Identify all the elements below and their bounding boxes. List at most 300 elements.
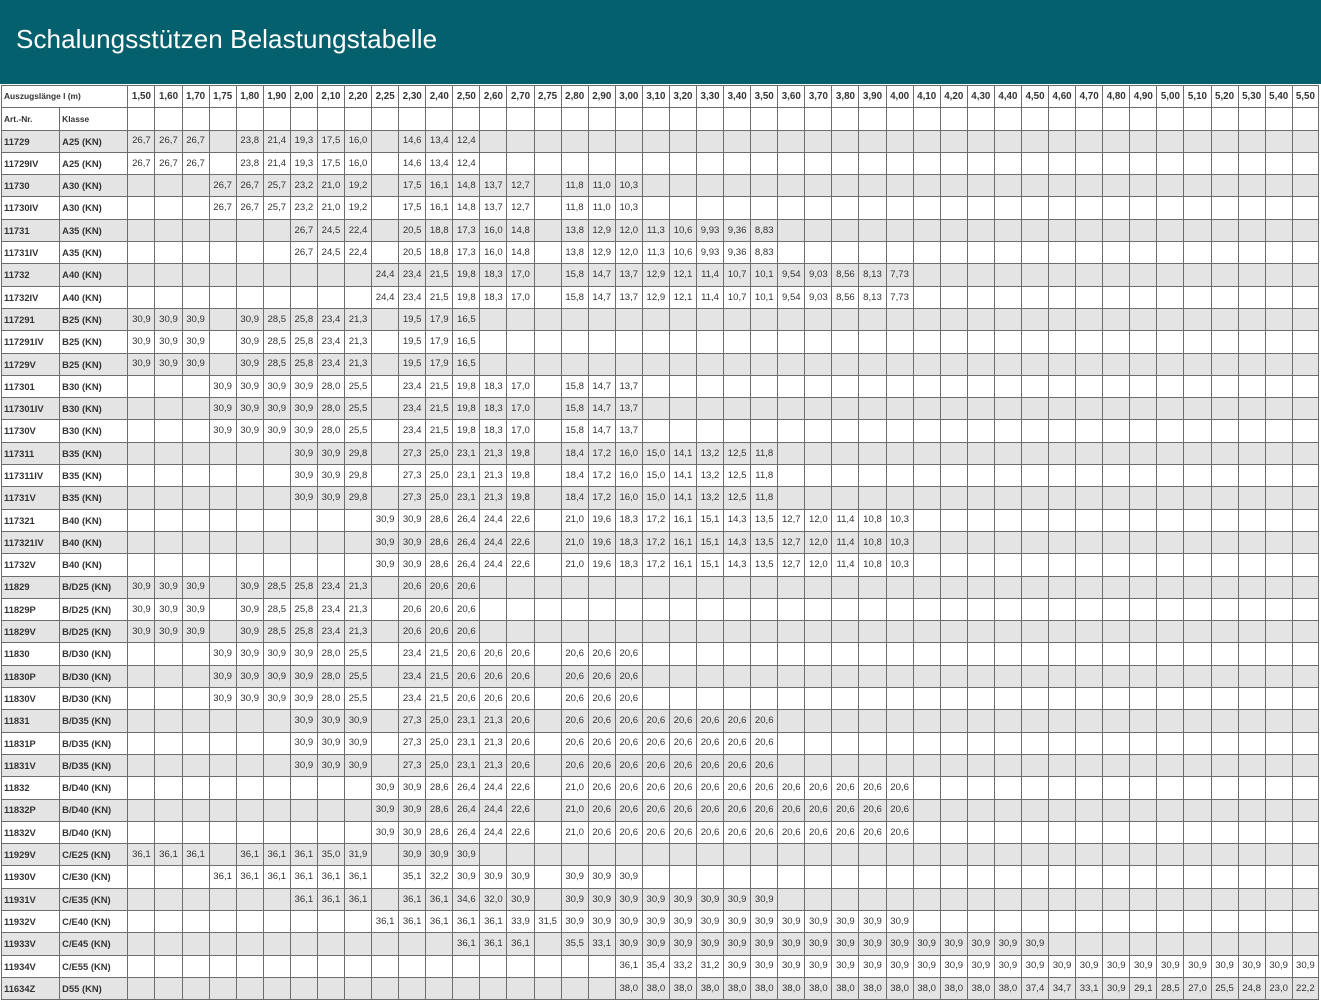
load-value-cell: 24,5	[317, 242, 344, 264]
load-value-cell	[236, 710, 263, 732]
load-value-cell: 14,3	[724, 554, 751, 576]
load-value-cell	[534, 286, 561, 308]
load-value-cell	[615, 844, 642, 866]
load-value-cell	[534, 643, 561, 665]
load-value-cell	[886, 710, 913, 732]
load-value-cell: 20,6	[588, 710, 615, 732]
load-value-cell	[994, 465, 1021, 487]
load-value-cell	[913, 799, 940, 821]
table-row	[2, 732, 1319, 754]
load-value-cell	[778, 844, 805, 866]
load-value-cell	[128, 175, 155, 197]
load-value-cell	[263, 955, 290, 977]
load-value-cell	[507, 308, 534, 330]
load-value-cell	[940, 643, 967, 665]
load-value-cell	[940, 375, 967, 397]
load-value-cell: 11,8	[751, 487, 778, 509]
load-value-cell: 13,8	[561, 242, 588, 264]
load-value-cell	[507, 353, 534, 375]
load-value-cell: 30,9	[317, 487, 344, 509]
load-value-cell: 20,6	[480, 665, 507, 687]
load-value-cell	[1292, 420, 1318, 442]
load-value-cell	[1076, 197, 1103, 219]
load-value-cell: 17,9	[426, 331, 453, 353]
load-value-cell: 20,6	[561, 732, 588, 754]
load-value-cell	[669, 643, 696, 665]
load-value-cell: 38,0	[886, 977, 913, 999]
load-value-cell: 29,1	[1130, 977, 1157, 999]
load-value-cell	[913, 844, 940, 866]
load-value-cell	[1049, 821, 1076, 843]
load-value-cell	[290, 821, 317, 843]
art-nr-cell: 11731IV	[2, 242, 60, 264]
load-value-cell	[1130, 420, 1157, 442]
load-value-cell	[209, 465, 236, 487]
klasse-cell: B30 (KN)	[60, 398, 128, 420]
load-value-cell	[1130, 531, 1157, 553]
load-value-cell: 30,9	[236, 598, 263, 620]
load-value-cell: 30,9	[236, 688, 263, 710]
load-value-cell	[317, 286, 344, 308]
load-value-cell	[1265, 152, 1292, 174]
load-value-cell	[913, 197, 940, 219]
load-value-cell	[886, 375, 913, 397]
load-value-cell	[453, 977, 480, 999]
length-header: 2,10	[317, 86, 344, 108]
empty-cell	[534, 108, 561, 130]
load-value-cell	[372, 242, 399, 264]
load-value-cell	[155, 777, 182, 799]
load-value-cell	[263, 732, 290, 754]
load-value-cell: 30,9	[372, 554, 399, 576]
load-value-cell	[1265, 821, 1292, 843]
load-value-cell	[1157, 777, 1184, 799]
load-value-cell: 30,9	[372, 777, 399, 799]
load-value-cell	[236, 487, 263, 509]
load-value-cell	[642, 152, 669, 174]
load-value-cell: 17,5	[399, 175, 426, 197]
load-value-cell	[994, 175, 1021, 197]
load-value-cell	[236, 933, 263, 955]
load-value-cell: 26,7	[290, 242, 317, 264]
load-value-cell	[1021, 910, 1048, 932]
table-row	[2, 665, 1319, 687]
load-value-cell: 30,9	[426, 844, 453, 866]
load-value-cell	[805, 331, 832, 353]
length-header: 3,30	[697, 86, 724, 108]
load-value-cell	[832, 621, 859, 643]
load-value-cell: 30,9	[263, 375, 290, 397]
load-value-cell: 28,0	[317, 398, 344, 420]
load-value-cell	[1238, 910, 1265, 932]
empty-cell	[1049, 108, 1076, 130]
load-value-cell	[263, 264, 290, 286]
klasse-cell: C/E55 (KN)	[60, 955, 128, 977]
load-value-cell	[994, 910, 1021, 932]
load-value-cell	[832, 643, 859, 665]
load-value-cell	[1184, 598, 1211, 620]
load-value-cell: 36,1	[236, 844, 263, 866]
load-value-cell	[128, 821, 155, 843]
load-value-cell	[1103, 442, 1130, 464]
load-value-cell	[345, 509, 372, 531]
load-value-cell	[859, 754, 886, 776]
load-value-cell: 30,9	[615, 933, 642, 955]
load-value-cell	[128, 799, 155, 821]
load-value-cell	[886, 308, 913, 330]
load-value-cell	[859, 197, 886, 219]
load-value-cell	[994, 509, 1021, 531]
load-value-cell	[1049, 754, 1076, 776]
load-value-cell: 20,6	[642, 710, 669, 732]
load-value-cell: 13,7	[480, 175, 507, 197]
load-value-cell: 23,1	[453, 487, 480, 509]
length-header: 3,50	[751, 86, 778, 108]
load-value-cell: 12,9	[642, 264, 669, 286]
load-value-cell: 13,5	[751, 554, 778, 576]
load-value-cell: 36,1	[399, 910, 426, 932]
load-value-cell	[994, 420, 1021, 442]
load-value-cell: 24,4	[372, 286, 399, 308]
load-value-cell: 18,8	[426, 219, 453, 241]
load-value-cell	[155, 643, 182, 665]
load-value-cell	[913, 331, 940, 353]
load-value-cell: 21,5	[426, 643, 453, 665]
load-value-cell	[209, 888, 236, 910]
art-nr-cell: 117311IV	[2, 465, 60, 487]
load-value-cell: 17,0	[507, 420, 534, 442]
load-value-cell	[507, 598, 534, 620]
klasse-cell: B/D35 (KN)	[60, 754, 128, 776]
load-value-cell	[1049, 910, 1076, 932]
load-value-cell	[155, 197, 182, 219]
load-value-cell	[399, 955, 426, 977]
load-value-cell	[209, 264, 236, 286]
load-value-cell: 36,1	[480, 933, 507, 955]
load-value-cell	[236, 286, 263, 308]
load-value-cell	[913, 264, 940, 286]
load-value-cell	[832, 598, 859, 620]
load-value-cell	[697, 665, 724, 687]
length-header: 3,80	[832, 86, 859, 108]
load-value-cell	[1021, 710, 1048, 732]
load-value-cell	[778, 576, 805, 598]
load-value-cell	[588, 130, 615, 152]
load-value-cell: 20,6	[669, 799, 696, 821]
load-value-cell	[1184, 910, 1211, 932]
art-nr-cell: 11829	[2, 576, 60, 598]
load-value-cell: 30,9	[399, 531, 426, 553]
load-value-cell	[1211, 732, 1238, 754]
load-value-cell	[480, 955, 507, 977]
load-value-cell	[1265, 242, 1292, 264]
load-value-cell	[1238, 598, 1265, 620]
load-value-cell	[832, 688, 859, 710]
load-value-cell: 20,6	[697, 777, 724, 799]
load-value-cell: 26,4	[453, 554, 480, 576]
load-value-cell: 30,9	[751, 888, 778, 910]
load-value-cell	[1076, 710, 1103, 732]
empty-cell	[1211, 108, 1238, 130]
load-value-cell	[1184, 777, 1211, 799]
klasse-cell: C/E30 (KN)	[60, 866, 128, 888]
load-value-cell	[1076, 576, 1103, 598]
load-value-cell	[1265, 576, 1292, 598]
load-value-cell	[1265, 598, 1292, 620]
art-nr-cell: 117291	[2, 308, 60, 330]
load-value-cell	[453, 955, 480, 977]
empty-cell	[751, 108, 778, 130]
load-value-cell: 30,9	[832, 955, 859, 977]
load-value-cell	[1103, 732, 1130, 754]
load-value-cell	[940, 398, 967, 420]
load-value-cell	[669, 866, 696, 888]
load-value-cell: 30,9	[669, 888, 696, 910]
load-value-cell	[1184, 643, 1211, 665]
load-value-cell	[1157, 487, 1184, 509]
load-value-cell: 12,7	[778, 509, 805, 531]
load-value-cell	[1211, 554, 1238, 576]
load-value-cell	[967, 576, 994, 598]
load-value-cell	[967, 710, 994, 732]
load-value-cell	[967, 375, 994, 397]
load-value-cell: 17,0	[507, 375, 534, 397]
load-value-cell	[1292, 175, 1318, 197]
load-value-cell	[128, 487, 155, 509]
load-value-cell	[1211, 933, 1238, 955]
load-value-cell: 28,5	[263, 308, 290, 330]
load-value-cell: 20,6	[588, 665, 615, 687]
art-nr-cell: 11931V	[2, 888, 60, 910]
art-nr-cell: 11929V	[2, 844, 60, 866]
load-value-cell	[1211, 598, 1238, 620]
load-value-cell	[751, 375, 778, 397]
load-value-cell	[1021, 219, 1048, 241]
load-value-cell	[372, 732, 399, 754]
load-value-cell	[1292, 264, 1318, 286]
load-value-cell	[967, 331, 994, 353]
load-value-cell: 9,54	[778, 264, 805, 286]
load-value-cell: 21,3	[480, 487, 507, 509]
load-value-cell: 22,4	[345, 219, 372, 241]
load-value-cell	[967, 844, 994, 866]
art-nr-cell: 11831V	[2, 754, 60, 776]
load-value-cell	[290, 933, 317, 955]
load-value-cell	[1103, 799, 1130, 821]
load-value-cell: 14,7	[588, 375, 615, 397]
klasse-cell: B/D40 (KN)	[60, 821, 128, 843]
load-value-cell: 30,9	[507, 866, 534, 888]
load-value-cell	[561, 130, 588, 152]
load-value-cell: 30,9	[290, 710, 317, 732]
load-value-cell: 36,1	[263, 866, 290, 888]
load-value-cell: 36,1	[290, 844, 317, 866]
load-value-cell: 9,93	[697, 219, 724, 241]
load-value-cell: 20,6	[724, 732, 751, 754]
load-value-cell: 12,4	[453, 130, 480, 152]
load-value-cell	[561, 331, 588, 353]
art-nr-cell: 11730	[2, 175, 60, 197]
load-value-cell	[1157, 531, 1184, 553]
load-value-cell: 9,54	[778, 286, 805, 308]
load-value-cell	[236, 799, 263, 821]
load-value-cell: 30,9	[913, 933, 940, 955]
load-value-cell: 30,9	[155, 353, 182, 375]
load-value-cell: 26,4	[453, 799, 480, 821]
length-header: 2,70	[507, 86, 534, 108]
load-value-cell: 36,1	[182, 844, 209, 866]
load-value-cell: 20,6	[507, 710, 534, 732]
load-value-cell	[507, 130, 534, 152]
load-value-cell: 20,6	[426, 598, 453, 620]
load-value-cell	[913, 286, 940, 308]
load-value-cell	[1238, 465, 1265, 487]
load-value-cell	[1130, 286, 1157, 308]
load-value-cell	[967, 264, 994, 286]
load-value-cell	[751, 688, 778, 710]
load-value-cell	[1292, 442, 1318, 464]
load-value-cell: 30,9	[290, 375, 317, 397]
load-value-cell	[1130, 621, 1157, 643]
load-value-cell	[994, 710, 1021, 732]
load-value-cell: 20,6	[697, 799, 724, 821]
load-value-cell	[1265, 933, 1292, 955]
load-value-cell: 20,6	[480, 643, 507, 665]
load-value-cell: 17,0	[507, 264, 534, 286]
load-value-cell	[1184, 308, 1211, 330]
load-value-cell	[1076, 621, 1103, 643]
load-value-cell	[588, 353, 615, 375]
load-value-cell	[1076, 130, 1103, 152]
load-value-cell	[263, 933, 290, 955]
load-value-cell	[290, 264, 317, 286]
load-value-cell	[669, 688, 696, 710]
load-value-cell: 23,4	[317, 308, 344, 330]
load-value-cell: 30,9	[128, 621, 155, 643]
empty-cell	[913, 108, 940, 130]
load-value-cell: 30,9	[615, 910, 642, 932]
load-value-cell: 18,3	[615, 509, 642, 531]
load-value-cell	[697, 844, 724, 866]
load-value-cell	[751, 197, 778, 219]
load-value-cell	[1211, 242, 1238, 264]
table-row	[2, 130, 1319, 152]
load-value-cell	[751, 665, 778, 687]
load-value-cell	[1021, 732, 1048, 754]
load-value-cell: 25,7	[263, 175, 290, 197]
load-value-cell: 30,9	[263, 398, 290, 420]
load-value-cell	[1076, 219, 1103, 241]
load-value-cell	[1103, 531, 1130, 553]
load-value-cell: 14,7	[588, 264, 615, 286]
load-value-cell	[345, 264, 372, 286]
load-value-cell	[372, 442, 399, 464]
load-value-cell	[1265, 219, 1292, 241]
table-row	[2, 531, 1319, 553]
load-value-cell	[832, 844, 859, 866]
klasse-cell: B35 (KN)	[60, 465, 128, 487]
load-value-cell: 20,6	[399, 598, 426, 620]
load-value-cell	[128, 866, 155, 888]
load-value-cell: 27,3	[399, 465, 426, 487]
load-value-cell	[534, 777, 561, 799]
load-value-cell: 23,4	[317, 598, 344, 620]
load-value-cell	[886, 665, 913, 687]
load-value-cell	[859, 152, 886, 174]
load-value-cell: 20,6	[588, 732, 615, 754]
load-value-cell	[1130, 219, 1157, 241]
load-value-cell: 30,9	[399, 821, 426, 843]
load-value-cell	[1211, 799, 1238, 821]
load-value-cell: 11,3	[642, 242, 669, 264]
load-value-cell: 24,4	[480, 799, 507, 821]
load-value-cell: 25,7	[263, 197, 290, 219]
load-value-cell: 12,5	[724, 465, 751, 487]
load-value-cell	[1103, 688, 1130, 710]
load-value-cell	[1265, 688, 1292, 710]
load-value-cell	[1157, 242, 1184, 264]
load-value-cell	[1265, 420, 1292, 442]
load-value-cell: 30,9	[263, 643, 290, 665]
load-value-cell: 15,0	[642, 487, 669, 509]
load-value-cell: 21,3	[345, 308, 372, 330]
load-value-cell: 36,1	[290, 866, 317, 888]
load-value-cell: 13,7	[615, 420, 642, 442]
load-value-cell	[290, 799, 317, 821]
load-value-cell	[913, 598, 940, 620]
load-value-cell	[155, 398, 182, 420]
length-header: 2,25	[372, 86, 399, 108]
load-value-cell: 20,6	[588, 643, 615, 665]
load-value-cell	[805, 442, 832, 464]
table-row	[2, 777, 1319, 799]
load-value-cell: 22,6	[507, 799, 534, 821]
load-value-cell	[1211, 398, 1238, 420]
load-value-cell	[155, 821, 182, 843]
klasse-cell: C/E45 (KN)	[60, 933, 128, 955]
load-value-cell	[886, 442, 913, 464]
klasse-cell: B40 (KN)	[60, 554, 128, 576]
load-value-cell	[967, 130, 994, 152]
load-value-cell	[940, 688, 967, 710]
load-value-cell	[994, 375, 1021, 397]
load-value-cell	[859, 598, 886, 620]
empty-cell	[290, 108, 317, 130]
load-value-cell: 9,03	[805, 264, 832, 286]
load-value-cell	[886, 398, 913, 420]
load-value-cell: 30,9	[561, 910, 588, 932]
load-value-cell: 13,5	[751, 509, 778, 531]
load-value-cell: 22,4	[345, 242, 372, 264]
load-value-cell	[1130, 888, 1157, 910]
load-value-cell	[128, 286, 155, 308]
load-value-cell: 30,9	[155, 598, 182, 620]
load-value-cell	[994, 888, 1021, 910]
load-value-cell: 30,9	[290, 420, 317, 442]
load-value-cell	[1021, 821, 1048, 843]
load-value-cell	[778, 130, 805, 152]
klasse-cell: B/D30 (KN)	[60, 665, 128, 687]
load-value-cell	[778, 242, 805, 264]
load-value-cell: 38,0	[669, 977, 696, 999]
load-value-cell	[805, 665, 832, 687]
load-value-cell	[588, 977, 615, 999]
load-value-cell: 36,1	[345, 866, 372, 888]
load-value-cell	[805, 710, 832, 732]
table-row	[2, 933, 1319, 955]
load-value-cell	[805, 732, 832, 754]
load-value-cell	[1184, 398, 1211, 420]
